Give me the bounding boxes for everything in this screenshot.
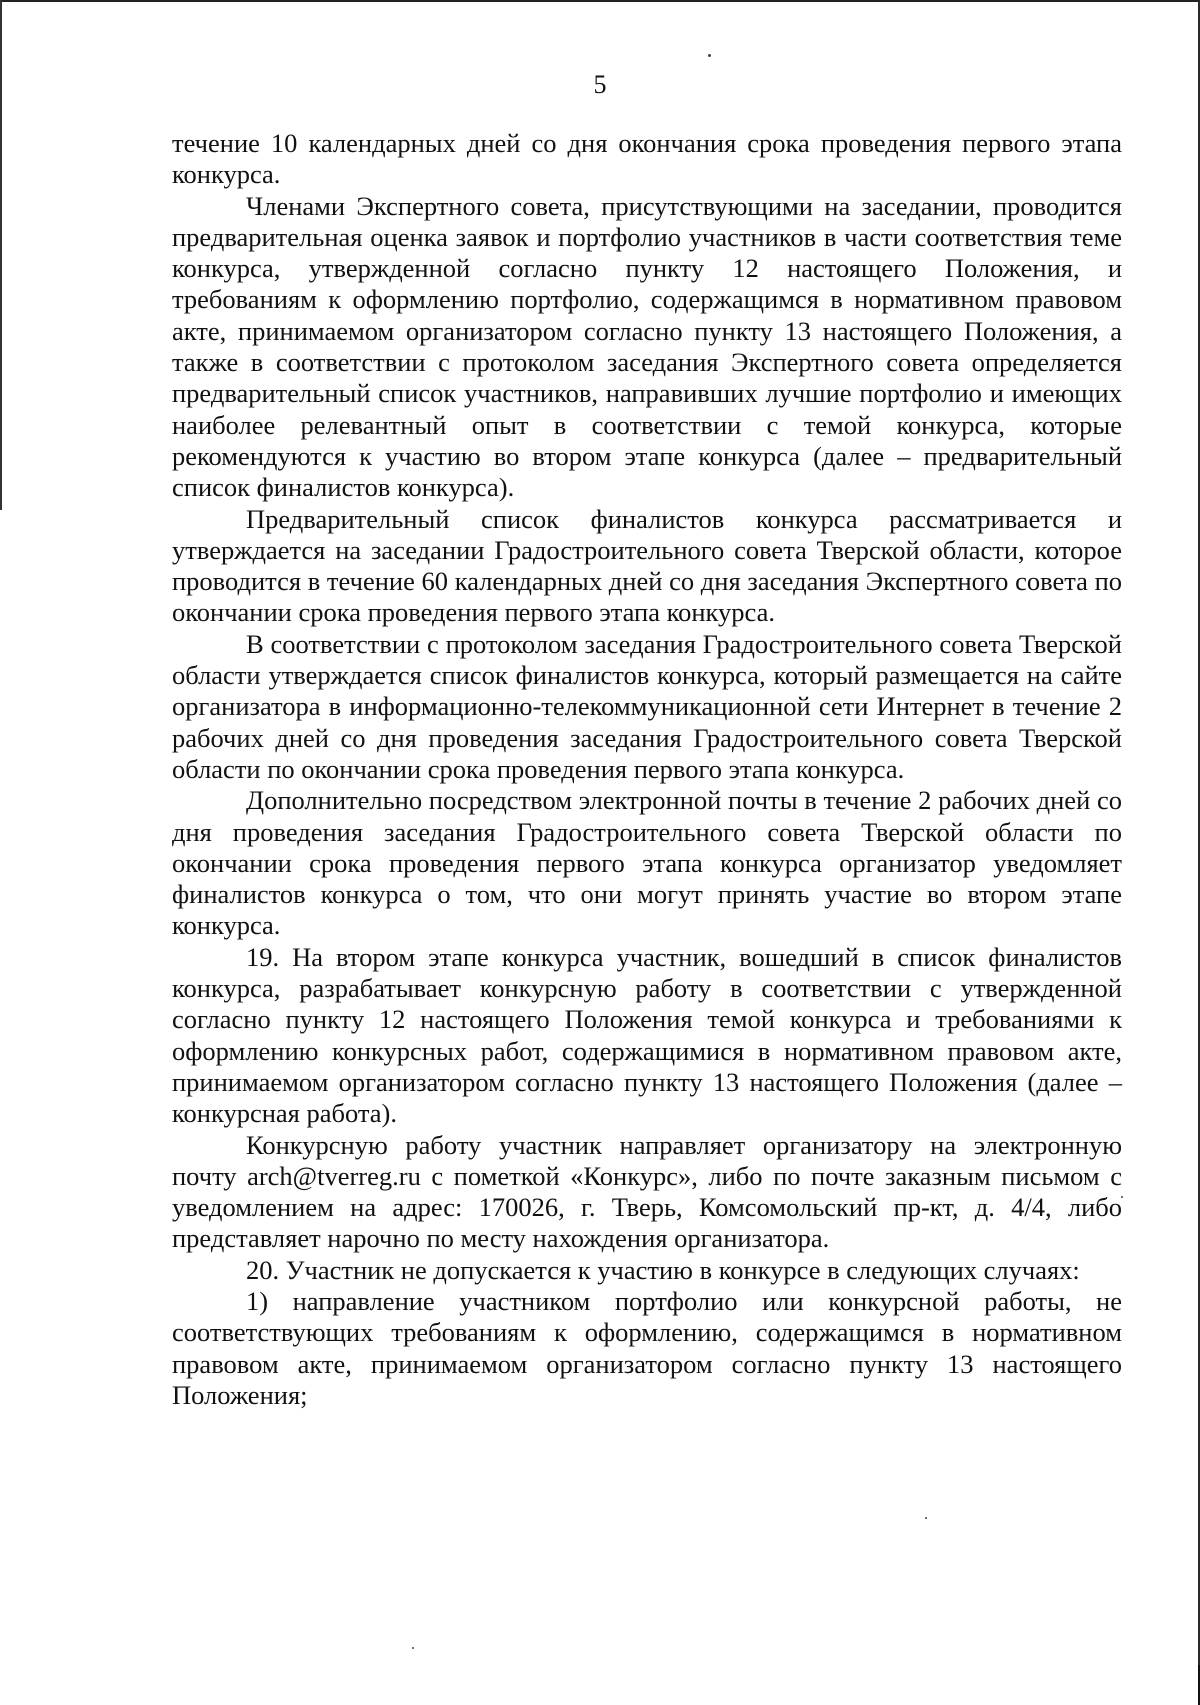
paragraph: Конкурсную работу участник направляет организатору на электронную почту arch@tverreg.ru с пометкой «Конкурс», либо по почте заказным письмом с уведомлением на адрес: 170026, г. Тверь, Комсомольский пр-кт, д. 4/4, либо представляет нарочно по месту нахождения организатора.	[172, 1129, 1122, 1254]
page-number: 5	[593, 70, 607, 99]
scan-edge-top	[0, 0, 1200, 2]
paragraph: 20. Участник не допускается к участию в конкурсе в следующих случаях:	[246, 1254, 1080, 1285]
scan-speck	[412, 1647, 414, 1649]
scan-speck	[925, 1517, 927, 1519]
paragraph: В соответствии с протоколом заседания Градостроительного совета Тверской области утверждается список финалистов конкурса, который размещается на сайте организатора в информационно-телекоммуникационной сети Интернет в течение 2 рабочих дней со дня проведения заседания Градостроительного совета Тверской области по окончании срока проведения первого этапа конкурса.	[172, 628, 1122, 784]
document-body	[172, 128, 1122, 1411]
scan-speck	[708, 54, 711, 57]
paragraph: течение 10 календарных дней со дня окончания срока проведения первого этапа конкурса.	[172, 128, 1122, 190]
paragraph: 1) направление участником портфолио или конкурсной работы, не соответствующих требованиям к оформлению, содержащимся в нормативном правовом акте, принимаемом организатором согласно пункту 13 настоящего Положения;	[172, 1285, 1122, 1410]
paragraph: Членами Экспертного совета, присутствующими на заседании, проводится предварительная оценка заявок и портфолио участников в части соответствия теме конкурса, утвержденной согласно пункту 12 настоящего Положения, и требованиям к оформлению портфолио, содержащимся в нормативном правовом акте, принимаемом организатором согласно пункту 13 настоящего Положения, а также в соответствии с протоколом заседания Экспертного совета определяется предварительный список участников, направивших лучшие портфолио и имеющих наиболее релевантный опыт в соответствии с темой конкурса, которые рекомендуются к участию во втором этапе конкурса (далее – предварительный список финалистов конкурса).	[172, 190, 1122, 503]
paragraph: Дополнительно посредством электронной почты в течение 2 рабочих дней со дня проведения заседания Градостроительного совета Тверской области по окончании срока проведения первого этапа конкурса организатор уведомляет финалистов конкурса о том, что они могут принять участие во втором этапе конкурса.	[172, 785, 1122, 941]
paragraph: Предварительный список финалистов конкурса рассматривается и утверждается на заседании Градостроительного совета Тверской области, которое проводится в течение 60 календарных дней со дня заседания Экспертного совета по окончании срока проведения первого этапа конкурса.	[172, 503, 1122, 628]
paragraph: 19. На втором этапе конкурса участник, вошедший в список финалистов конкурса, разрабатывает конкурсную работу в соответствии с утвержденной согласно пункту 12 настоящего Положения темой конкурса и требованиями к оформлению конкурсных работ, содержащимися в нормативном правовом акте, принимаемом организатором согласно пункту 13 настоящего Положения (далее – конкурсная работа).	[172, 941, 1122, 1129]
